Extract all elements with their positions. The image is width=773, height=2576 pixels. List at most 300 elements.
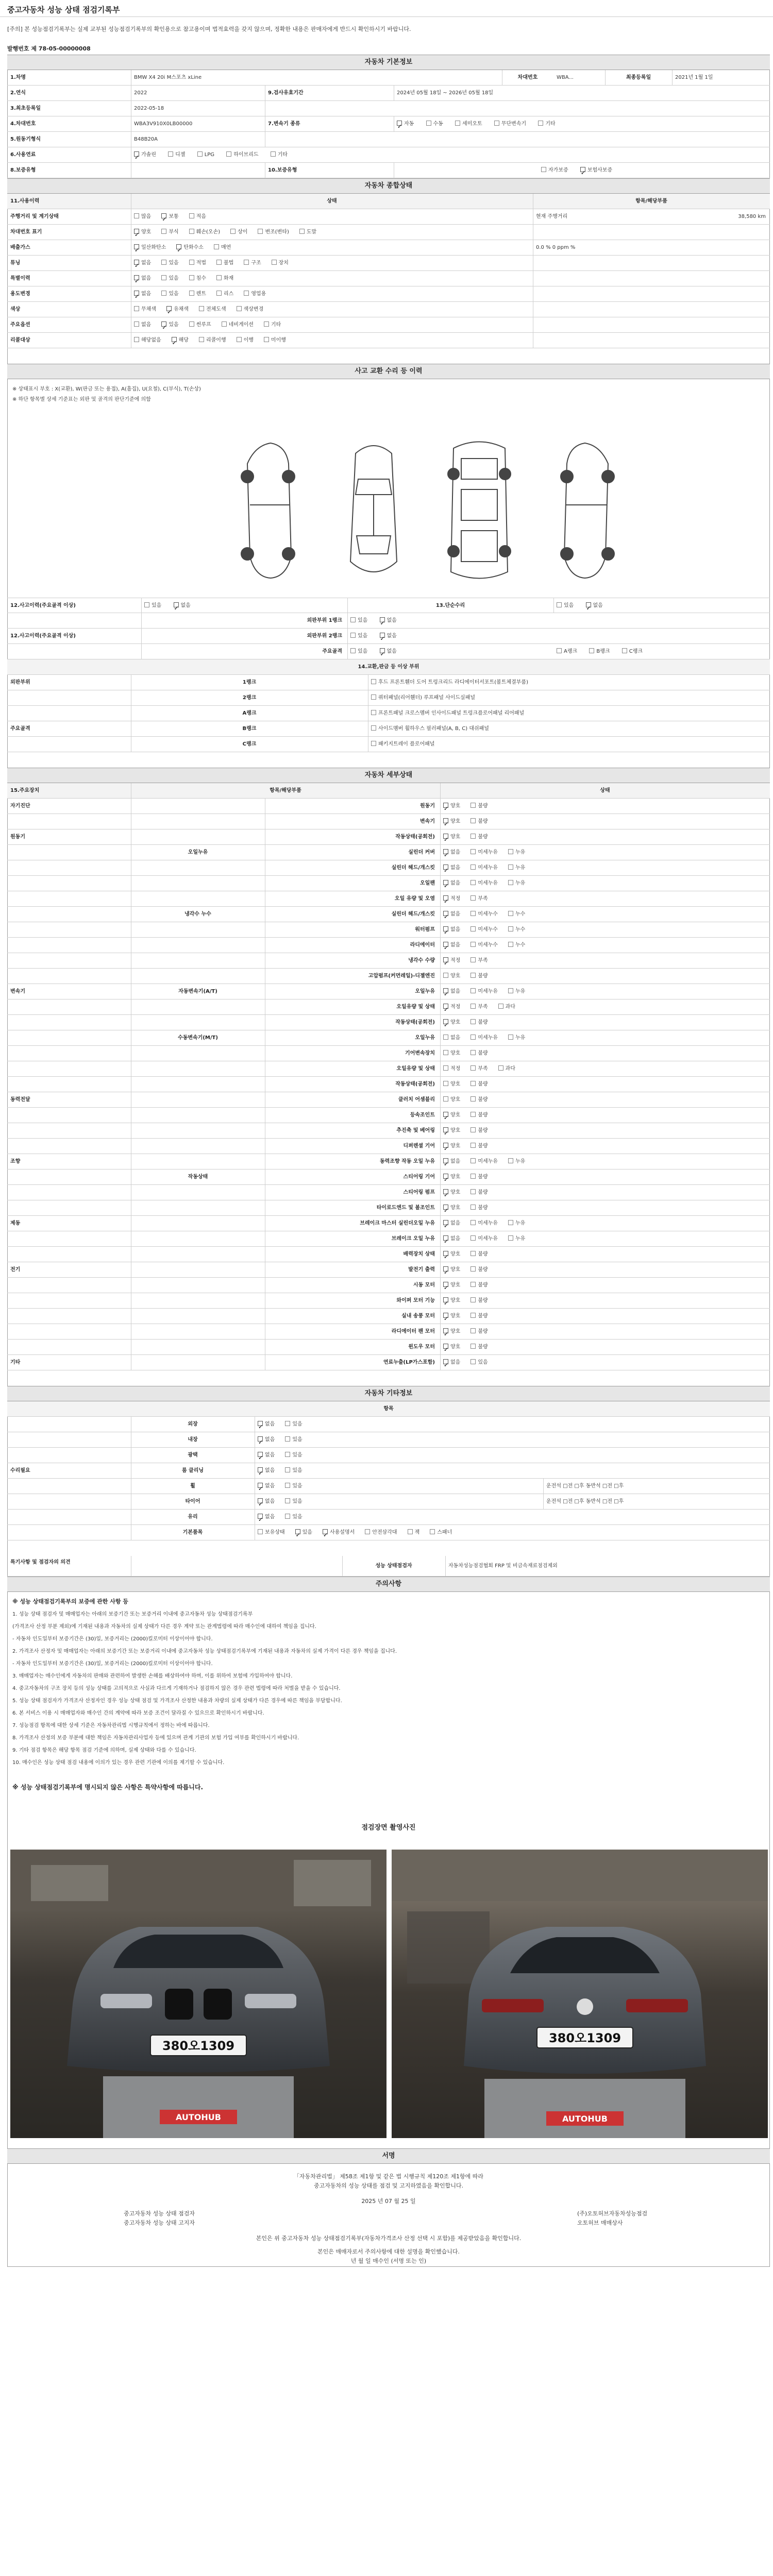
detail-31-checkbox-1[interactable] <box>470 1282 476 1287</box>
caution-line: 10. 매수인은 성능 상태 점검 내용에 이의가 있는 경우 관련 기관에 이의를 제기할 수 있습니다. <box>12 1760 225 1766</box>
general-8-checkbox-4[interactable] <box>264 337 269 342</box>
detail-item: 스티어링 기어 <box>403 1174 435 1180</box>
basic-row-7 <box>7 163 770 178</box>
checkbox-rank1-yes[interactable] <box>350 617 356 622</box>
checkbox-lpg[interactable] <box>197 151 203 157</box>
checkbox-repair-yes[interactable] <box>557 602 562 607</box>
detail-21-checkbox-1[interactable] <box>470 1127 476 1132</box>
detail-1-checkbox-0[interactable] <box>443 818 448 823</box>
other-1-checkbox-0[interactable] <box>258 1436 263 1442</box>
detail-options <box>440 799 770 814</box>
detail-9-checkbox-2[interactable] <box>508 942 513 947</box>
detail-11-checkbox-1[interactable] <box>470 973 476 978</box>
general-3-checkbox-4[interactable] <box>244 260 249 265</box>
other-7-checkbox-1[interactable] <box>295 1529 300 1534</box>
checkbox-semi-auto[interactable] <box>455 121 460 126</box>
other-0-checkbox-1[interactable] <box>285 1421 290 1426</box>
rank-checkbox[interactable] <box>371 679 376 684</box>
other-5-option-label-1: 있음 <box>292 1499 303 1504</box>
detail-12-checkbox-0[interactable] <box>443 988 448 993</box>
detail-29-checkbox-0[interactable] <box>443 1251 448 1256</box>
value-inspector-opinion: 자동차성능점검협회 FRP 및 비금속재료점검제외 <box>448 1563 558 1569</box>
section-detail-condition: 자동차 세부상태 <box>7 768 770 783</box>
detail-7-option-label-0: 없음 <box>450 911 461 917</box>
detail-row <box>7 1247 770 1262</box>
general-8-checkbox-3[interactable] <box>237 337 242 342</box>
detail-7-checkbox-0[interactable] <box>443 911 448 916</box>
other-row <box>7 1417 770 1432</box>
detail-14-checkbox-0[interactable] <box>443 1019 448 1024</box>
general-1-checkbox-1[interactable] <box>161 229 166 234</box>
checkbox-gasoline[interactable] <box>134 151 139 157</box>
detail-2-checkbox-0[interactable] <box>443 834 448 839</box>
detail-30-checkbox-0[interactable] <box>443 1266 448 1272</box>
detail-group: 기타 <box>10 1360 21 1365</box>
detail-35-checkbox-0[interactable] <box>443 1344 448 1349</box>
other-6-checkbox-1[interactable] <box>285 1514 290 1519</box>
checkbox-self-warranty[interactable] <box>541 167 546 172</box>
detail-item: 실린더 커버 <box>408 850 435 855</box>
other-3-checkbox-1[interactable] <box>285 1467 290 1472</box>
detail-13-checkbox-1[interactable] <box>470 1004 476 1009</box>
detail-12-checkbox-2[interactable] <box>508 988 513 993</box>
accident-row-1 <box>7 598 770 613</box>
general-0-option-0 <box>134 209 151 224</box>
other-4-option-1 <box>285 1479 302 1494</box>
general-4-checkbox-3[interactable] <box>216 275 222 280</box>
detail-subgroup: 작동상태 <box>188 1174 208 1180</box>
signature-statement-1: 「자동차관리법」 제58조 제1항 및 같은 법 시행규칙 제120조 제1항에 따라 <box>293 2173 484 2180</box>
detail-5-option-1 <box>470 876 498 891</box>
detail-row <box>7 1015 770 1030</box>
detail-row <box>7 1170 770 1185</box>
detail-19-checkbox-0[interactable] <box>443 1096 448 1101</box>
general-7-checkbox-0[interactable] <box>134 321 139 327</box>
other-5-checkbox-0[interactable] <box>258 1498 263 1503</box>
detail-25-checkbox-0[interactable] <box>443 1189 448 1194</box>
other-options <box>255 1432 543 1447</box>
detail-6-checkbox-1[interactable] <box>470 895 476 901</box>
general-7-checkbox-3[interactable] <box>222 321 227 327</box>
detail-15-checkbox-1[interactable] <box>470 1035 476 1040</box>
other-7-checkbox-5[interactable] <box>430 1529 435 1534</box>
detail-16-checkbox-1[interactable] <box>470 1050 476 1055</box>
general-1-checkbox-0[interactable] <box>134 229 139 234</box>
detail-29-checkbox-1[interactable] <box>470 1251 476 1256</box>
general-5-option-3 <box>216 286 233 301</box>
checkbox-manual[interactable] <box>426 121 431 126</box>
detail-11-option-1 <box>470 969 488 984</box>
general-7-checkbox-4[interactable] <box>264 321 269 327</box>
general-1-checkbox-2[interactable] <box>189 229 194 234</box>
front-hub-logo: AUTOHUB <box>176 2112 221 2122</box>
other-7-checkbox-0[interactable] <box>258 1529 263 1534</box>
opt-hybrid: 하이브리드 <box>233 152 259 158</box>
checkbox-code-c[interactable] <box>622 648 627 653</box>
checkbox-code-a[interactable] <box>557 648 562 653</box>
detail-subgroup <box>131 999 265 1014</box>
detail-36-checkbox-0[interactable] <box>443 1359 448 1364</box>
general-6-checkbox-0[interactable] <box>134 306 139 311</box>
other-7-checkbox-4[interactable] <box>408 1529 413 1534</box>
detail-19-option-label-1: 불량 <box>478 1097 488 1103</box>
checkbox-rank2-yes[interactable] <box>350 633 356 638</box>
detail-row <box>7 1355 770 1370</box>
general-2-checkbox-1[interactable] <box>176 244 181 249</box>
detail-22-checkbox-0[interactable] <box>443 1143 448 1148</box>
detail-33-checkbox-1[interactable] <box>470 1313 476 1318</box>
detail-5-checkbox-0[interactable] <box>443 880 448 885</box>
detail-3-checkbox-0[interactable] <box>443 849 448 854</box>
general-8-checkbox-2[interactable] <box>199 337 204 342</box>
detail-16-option-label-0: 양호 <box>450 1050 461 1056</box>
detail-26-checkbox-1[interactable] <box>470 1205 476 1210</box>
detail-5-option-0 <box>443 876 460 891</box>
detail-subgroup <box>131 1154 265 1169</box>
photo-front-view <box>10 1850 386 2138</box>
detail-18-checkbox-0[interactable] <box>443 1081 448 1086</box>
general-3-option-label-2: 적법 <box>196 260 206 266</box>
general-4-option-0 <box>134 271 151 286</box>
detail-10-checkbox-1[interactable] <box>470 957 476 962</box>
rank-checkbox[interactable] <box>371 725 376 731</box>
detail-28-checkbox-1[interactable] <box>470 1235 476 1241</box>
detail-6-checkbox-0[interactable] <box>443 895 448 901</box>
detail-33-checkbox-0[interactable] <box>443 1313 448 1318</box>
general-2-option-label-2: 매연 <box>221 245 231 250</box>
detail-24-checkbox-1[interactable] <box>470 1174 476 1179</box>
detail-36-checkbox-1[interactable] <box>470 1359 476 1364</box>
detail-20-checkbox-1[interactable] <box>470 1112 476 1117</box>
detail-3-checkbox-1[interactable] <box>470 849 476 854</box>
detail-group <box>7 860 131 875</box>
general-row-value <box>687 286 770 301</box>
detail-12-option-2 <box>508 984 525 999</box>
other-2-checkbox-1[interactable] <box>285 1452 290 1457</box>
other-5-option-label-0: 없음 <box>265 1499 275 1504</box>
detail-4-checkbox-1[interactable] <box>470 865 476 870</box>
detail-7-checkbox-1[interactable] <box>470 911 476 916</box>
general-6-checkbox-3[interactable] <box>237 306 242 311</box>
detail-group <box>7 1309 131 1324</box>
detail-5-checkbox-2[interactable] <box>508 880 513 885</box>
label-engine-type: 5.원동기형식 <box>10 137 41 142</box>
general-3-option-label-1: 있음 <box>169 260 179 266</box>
detail-35-checkbox-1[interactable] <box>470 1344 476 1349</box>
detail-3-checkbox-2[interactable] <box>508 849 513 854</box>
checkbox-code-b[interactable] <box>589 648 594 653</box>
detail-5-checkbox-1[interactable] <box>470 880 476 885</box>
label-panel-rank-2: 외판부위 2랭크 <box>307 633 342 639</box>
detail-group <box>7 1170 131 1184</box>
detail-14-option-1 <box>470 1015 488 1030</box>
general-8-checkbox-0[interactable] <box>134 337 139 342</box>
detail-row <box>7 907 770 922</box>
detail-19-checkbox-1[interactable] <box>470 1096 476 1101</box>
checkbox-rank2-no[interactable] <box>380 633 385 638</box>
other-2-checkbox-0[interactable] <box>258 1452 263 1457</box>
basic-row-1 <box>7 70 770 86</box>
other-6-option-0 <box>258 1510 275 1524</box>
detail-9-option-0 <box>443 938 460 953</box>
detail-32-checkbox-0[interactable] <box>443 1297 448 1302</box>
rear-plate-text: 380오1309 <box>548 2031 621 2045</box>
detail-23-checkbox-0[interactable] <box>443 1158 448 1163</box>
detail-34-checkbox-1[interactable] <box>470 1328 476 1333</box>
other-6-checkbox-0[interactable] <box>258 1514 263 1519</box>
general-5-checkbox-3[interactable] <box>216 291 222 296</box>
detail-item: 작동상태(공회전) <box>395 1020 435 1025</box>
other-7-checkbox-2[interactable] <box>323 1529 328 1534</box>
general-row-value <box>687 240 770 255</box>
detail-12-checkbox-1[interactable] <box>470 988 476 993</box>
detail-15-checkbox-0[interactable] <box>443 1035 448 1040</box>
value-engine-type: B48B20A <box>134 137 158 142</box>
detail-17-checkbox-1[interactable] <box>470 1065 476 1071</box>
detail-group <box>7 1123 131 1138</box>
detail-36-option-label-0: 없음 <box>450 1360 461 1365</box>
general-row-label: 리콜대상 <box>10 337 30 343</box>
general-5-checkbox-0[interactable] <box>134 291 139 296</box>
detail-group <box>7 1185 131 1200</box>
general-4-option-label-1: 있음 <box>169 276 179 281</box>
other-4-checkbox-0[interactable] <box>258 1483 263 1488</box>
checkbox-insurer-warranty[interactable] <box>580 167 585 172</box>
checkbox-auto[interactable] <box>397 121 402 126</box>
detail-29-option-label-1: 불량 <box>478 1251 488 1257</box>
detail-head-item: 항목/해당부품 <box>270 788 301 793</box>
other-item: 타이어 <box>185 1499 200 1504</box>
detail-13-checkbox-2[interactable] <box>498 1004 503 1009</box>
checkbox-other[interactable] <box>538 121 543 126</box>
detail-32-checkbox-1[interactable] <box>470 1297 476 1302</box>
detail-options <box>440 1293 770 1308</box>
general-3-checkbox-3[interactable] <box>216 260 222 265</box>
detail-subgroup <box>131 1278 265 1293</box>
rank-checkbox[interactable] <box>371 741 376 746</box>
general-0-checkbox-0[interactable] <box>134 213 139 218</box>
general-0-checkbox-1[interactable] <box>161 213 166 218</box>
detail-group <box>7 891 131 906</box>
general-row-note <box>533 256 687 270</box>
detail-group <box>7 1200 131 1215</box>
detail-8-checkbox-1[interactable] <box>470 926 476 931</box>
general-row <box>7 302 770 317</box>
general-1-checkbox-3[interactable] <box>230 229 236 234</box>
general-3-checkbox-1[interactable] <box>161 260 166 265</box>
general-5-checkbox-1[interactable] <box>161 291 166 296</box>
detail-19-option-1 <box>470 1092 488 1107</box>
checkbox-repair-no[interactable] <box>586 602 591 607</box>
general-row-value <box>687 271 770 286</box>
detail-8-checkbox-2[interactable] <box>508 926 513 931</box>
detail-22-checkbox-1[interactable] <box>470 1143 476 1148</box>
detail-subgroup <box>131 1355 265 1370</box>
detail-7-checkbox-2[interactable] <box>508 911 513 916</box>
opt-no: 없음 <box>180 603 191 608</box>
detail-9-checkbox-0[interactable] <box>443 942 448 947</box>
general-3-checkbox-0[interactable] <box>134 260 139 265</box>
detail-subgroup <box>131 1293 265 1308</box>
general-1-checkbox-4[interactable] <box>258 229 263 234</box>
detail-2-checkbox-1[interactable] <box>470 834 476 839</box>
checkbox-cvt[interactable] <box>494 121 499 126</box>
detail-subgroup <box>131 938 265 953</box>
detail-21-checkbox-0[interactable] <box>443 1127 448 1132</box>
general-row-options <box>131 286 533 301</box>
detail-options <box>440 1309 770 1324</box>
detail-31-checkbox-0[interactable] <box>443 1282 448 1287</box>
general-row-note: 현재 주행거리 <box>536 214 568 219</box>
label-frame: 주요골격 <box>10 726 30 732</box>
general-1-option-label-2: 훼손(오손) <box>196 229 221 235</box>
general-4-checkbox-0[interactable] <box>134 275 139 280</box>
detail-options <box>440 1139 770 1154</box>
general-row-value <box>687 302 770 317</box>
detail-26-checkbox-0[interactable] <box>443 1205 448 1210</box>
detail-6-option-1 <box>470 891 488 906</box>
rank-row <box>7 706 770 721</box>
general-7-checkbox-1[interactable] <box>161 321 166 327</box>
detail-3-option-label-0: 없음 <box>450 850 461 855</box>
general-5-checkbox-2[interactable] <box>189 291 194 296</box>
other-4-checkbox-1[interactable] <box>285 1483 290 1488</box>
general-5-checkbox-4[interactable] <box>244 291 249 296</box>
detail-30-checkbox-1[interactable] <box>470 1266 476 1272</box>
detail-options <box>440 1030 770 1045</box>
detail-item: 배력장치 상태 <box>403 1251 435 1257</box>
detail-row <box>7 1231 770 1247</box>
detail-20-checkbox-0[interactable] <box>443 1112 448 1117</box>
detail-17-checkbox-0[interactable] <box>443 1065 448 1071</box>
detail-24-checkbox-0[interactable] <box>443 1174 448 1179</box>
detail-27-checkbox-1[interactable] <box>470 1220 476 1225</box>
detail-row <box>7 1278 770 1293</box>
other-7-option-label-0: 보유상태 <box>265 1530 285 1535</box>
detail-16-checkbox-0[interactable] <box>443 1050 448 1055</box>
other-extra: 운전석 □전 □후 동반석 □전 □후 <box>546 1499 624 1504</box>
rank-checkbox[interactable] <box>371 694 376 700</box>
other-1-checkbox-1[interactable] <box>285 1436 290 1442</box>
section-other-info: 자동차 기타정보 <box>7 1386 770 1401</box>
detail-8-checkbox-0[interactable] <box>443 926 448 931</box>
other-options <box>255 1479 543 1494</box>
detail-group <box>7 1015 131 1030</box>
general-row-options <box>131 240 533 255</box>
general-6-checkbox-1[interactable] <box>166 306 172 311</box>
detail-14-checkbox-1[interactable] <box>470 1019 476 1024</box>
detail-head-state: 상태 <box>600 788 610 793</box>
general-4-checkbox-1[interactable] <box>161 275 166 280</box>
detail-17-checkbox-2[interactable] <box>498 1065 503 1071</box>
checkbox-frame-yes[interactable] <box>350 648 356 653</box>
general-row <box>7 240 770 256</box>
basic-row-3 <box>7 101 770 116</box>
detail-18-checkbox-1[interactable] <box>470 1081 476 1086</box>
detail-27-checkbox-2[interactable] <box>508 1220 513 1225</box>
general-4-checkbox-2[interactable] <box>189 275 194 280</box>
detail-23-checkbox-1[interactable] <box>470 1158 476 1163</box>
detail-17-option-2 <box>498 1061 515 1076</box>
general-3-option-label-0: 없음 <box>141 260 152 266</box>
detail-28-checkbox-2[interactable] <box>508 1235 513 1241</box>
detail-item: 와이퍼 모터 기능 <box>396 1298 435 1303</box>
detail-13-checkbox-0[interactable] <box>443 1004 448 1009</box>
detail-item: 동력조향 작동 오일 누유 <box>379 1159 435 1164</box>
other-7-checkbox-3[interactable] <box>365 1529 370 1534</box>
other-0-checkbox-0[interactable] <box>258 1421 263 1426</box>
detail-26-option-label-0: 양호 <box>450 1205 461 1211</box>
checkbox-fuel-other[interactable] <box>271 151 276 157</box>
general-8-checkbox-1[interactable] <box>172 337 177 342</box>
detail-27-checkbox-0[interactable] <box>443 1220 448 1225</box>
other-3-checkbox-0[interactable] <box>258 1467 263 1472</box>
general-row-options <box>131 256 533 270</box>
detail-options <box>440 953 770 968</box>
detail-9-checkbox-1[interactable] <box>470 942 476 947</box>
general-row-label: 용도변경 <box>10 291 30 297</box>
checkbox-frame-no[interactable] <box>380 648 385 653</box>
checkbox-hybrid[interactable] <box>226 151 231 157</box>
general-0-checkbox-2[interactable] <box>189 213 194 218</box>
opt-yes: 있음 <box>152 603 162 608</box>
detail-0-checkbox-0[interactable] <box>443 803 448 808</box>
detail-subgroup <box>131 1015 265 1030</box>
label-outer-panel: 외판부위 <box>10 680 30 685</box>
detail-15-option-label-2: 누유 <box>515 1035 526 1041</box>
general-1-option-label-4: 변조(변타) <box>265 229 289 235</box>
general-3-checkbox-2[interactable] <box>189 260 194 265</box>
general-1-option-1 <box>161 225 178 240</box>
other-5-checkbox-1[interactable] <box>285 1498 290 1503</box>
detail-1-checkbox-1[interactable] <box>470 818 476 823</box>
other-7-option-3 <box>365 1525 397 1540</box>
detail-0-checkbox-1[interactable] <box>470 803 476 808</box>
checkbox-accident-yes[interactable] <box>144 602 149 607</box>
general-7-checkbox-2[interactable] <box>189 321 194 327</box>
detail-options <box>440 876 770 891</box>
rank-label: C랭크 <box>242 741 257 747</box>
general-2-checkbox-0[interactable] <box>134 244 139 249</box>
detail-25-checkbox-1[interactable] <box>470 1189 476 1194</box>
general-3-checkbox-5[interactable] <box>272 260 277 265</box>
detail-4-checkbox-2[interactable] <box>508 865 513 870</box>
rank-checkbox[interactable] <box>371 710 376 715</box>
detail-28-checkbox-0[interactable] <box>443 1235 448 1241</box>
detail-11-checkbox-0[interactable] <box>443 973 448 978</box>
general-1-checkbox-5[interactable] <box>299 229 305 234</box>
general-0-option-2 <box>189 209 206 224</box>
detail-16-option-0 <box>443 1046 460 1061</box>
detail-34-checkbox-0[interactable] <box>443 1328 448 1333</box>
general-1-option-0 <box>134 225 151 240</box>
rank-parts-text: 쿼터패널(리어휀더) 루프패널 사이드실패널 <box>378 695 476 701</box>
detail-17-option-label-2: 과다 <box>505 1066 515 1072</box>
general-2-checkbox-2[interactable] <box>214 244 219 249</box>
detail-24-option-1 <box>470 1170 488 1184</box>
checkbox-rank1-no[interactable] <box>380 617 385 622</box>
general-header <box>7 194 770 209</box>
detail-4-checkbox-0[interactable] <box>443 865 448 870</box>
checkbox-accident-no[interactable] <box>174 602 179 607</box>
checkbox-diesel[interactable] <box>168 151 173 157</box>
detail-15-checkbox-2[interactable] <box>508 1035 513 1040</box>
detail-subgroup <box>131 1077 265 1092</box>
general-6-checkbox-2[interactable] <box>199 306 204 311</box>
detail-10-checkbox-0[interactable] <box>443 957 448 962</box>
other-item: 유리 <box>188 1514 198 1520</box>
detail-23-checkbox-2[interactable] <box>508 1158 513 1163</box>
